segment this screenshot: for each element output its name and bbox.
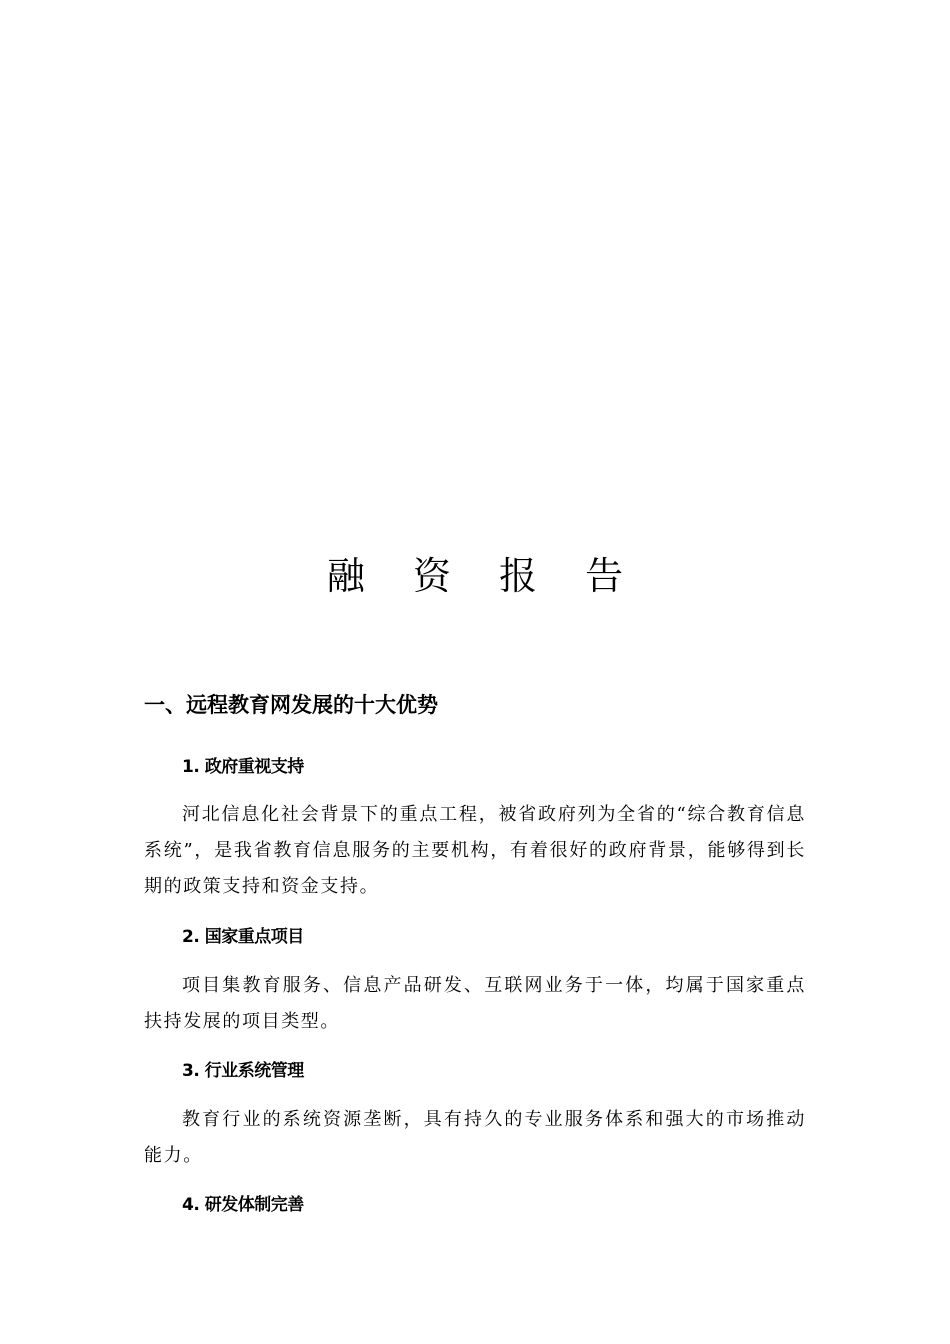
item-body-1: 河北信息化社会背景下的重点工程，被省政府列为全省的“综合教育信息系统”，是我省教育信息服务的主要机构，有着很好的政府背景，能够得到长期的政策支持和资金支持。	[144, 804, 806, 897]
item-heading-1: 1. 政府重视支持	[182, 757, 304, 777]
item-heading-3: 3. 行业系统管理	[182, 1061, 304, 1081]
item-body-2: 项目集教育服务、信息产品研发、互联网业务于一体，均属于国家重点扶持发展的项目类型。	[144, 975, 806, 1032]
item-heading-4: 4. 研发体制完善	[182, 1195, 304, 1215]
item-body-3: 教育行业的系统资源垄断，具有持久的专业服务体系和强大的市场推动能力。	[144, 1109, 806, 1166]
document-title: 融 资 报 告	[326, 554, 642, 598]
item-heading-2: 2. 国家重点项目	[182, 927, 304, 947]
section-heading: 一、远程教育网发展的十大优势	[144, 693, 438, 717]
